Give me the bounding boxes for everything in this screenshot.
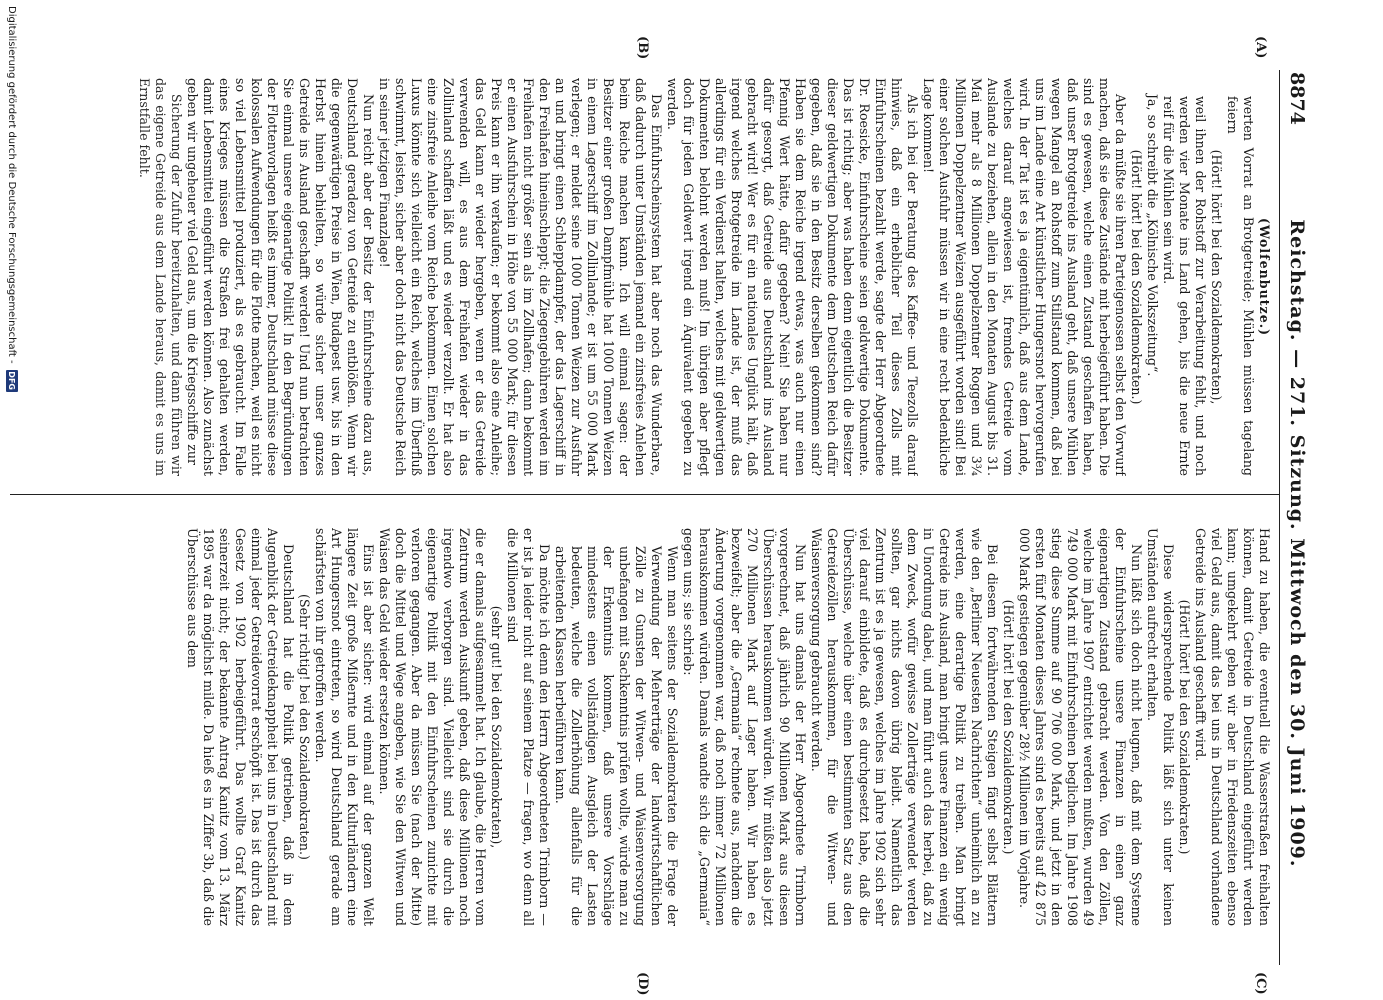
paragraph: Nun hat uns damals der Herr Abgeordnete Trimborn vorgerechnet, daß jährlich 90 Millionen Mark aus diesen Überschüssen herauskommen würden. Wir müßten also jetzt 270 Millionen Mark auf Lager haben. Wir haben es bezweifelt; aber die „Germania“ rechnete aus, nachdem die Änderung vorgenommen war, daß noch immer 72 Millionen herauskommen würden. Damals wandte sich die „Germania“ gegen uns; sie schrieb: — [681, 528, 808, 926]
digitization-credit: Digitalisierung gefördert durch die Deutsche Forschungsgemeinschaft - — [6, 6, 18, 364]
interjection: (sehr gut! bei den Sozialdemokraten), — [489, 605, 504, 849]
paragraph: Diese widersprechende Politik läßt sich unter keinen Umständen aufrecht erhalten. — [1145, 528, 1176, 926]
header-rule — [1279, 70, 1280, 965]
paragraph: die er damals aufgesammelt hat. Ich glaube, die Herren vom Zentrum werden Auskunft geben, daß diese Millionen noch irgendwo verborgen sind. Vielleicht sind sie durch die eigenartige Politik mit den Einfuhrscheinen zunichte mit verloren gegangen. Aber da müssen Sie (nach der Mitte) doch die Mittel und Wege angeben, wie Sie den Witwen und Waisen das Geld wieder ersetzen können. — [377, 528, 488, 926]
margin-mark-b: (B) — [635, 36, 650, 60]
digitization-footer — [0, 0, 24, 1000]
header-title: Reichstag. — 271. Sitzung. Mittwoch den 30. Juni 1909. — [1286, 219, 1308, 868]
speaker-name: (Wolfenbutze.) — [1257, 217, 1272, 337]
paragraph: Eins ist aber sicher: wird einmal auf der ganzen Welt längere Zeit große Mißernte und in den Kulturländern eine Art Hungersnot eintreten, so wird Deutschland gerade am schärfsten von ihr getroffen werden. — [313, 528, 376, 926]
interjection: (Sehr richtig! bei den Sozialdemokraten.) — [297, 594, 312, 860]
paragraph: Als ich bei der Beratung des Kaffee- und Teezolls darauf hinwies, daß ein erheblicher Teil dieses Zolls mit Einfuhrscheinen bezahlt werde, sagte der Herr Abgeordnete Dr. Roesicke, Einfuhrscheine seien geldwertige Dokumente. Das ist richtig; aber was haben denn eigentlich die Besitzer dieser geldwertigen Dokumente dem Deutschen Reich dafür gegeben, daß sie in den Besitz derselben gekommen sind? Haben sie dem Reiche irgend etwas, was auch nur einen Pfennig Wert hätte, dafür gegeben? Nein! Sie haben nur dafür gesorgt, daß Getreide aus Deutschland ins Ausland gebracht wird! Wer es für ein nationales Unglück hält, daß irgend welches Brotgetreide im Lande ist, der muß das allerdings für ein Verdienst halten, welches mit geldwertigen Dokumenten belohnt werden muß! Im übrigen aber pflegt doch für jeden Geldwert irgend ein Äquivalent gegeben zu werden. — [665, 78, 920, 476]
paragraph: Deutschland hat die Politik getrieben, daß in dem Augenblick der Getreideknappheit bei uns in Deutschland mit einmal jeder Getreidevorrat erschöpft ist. Das ist durch das Gesetz von 1902 herbeigeführt. Das wollte Graf Kanitz seinerzeit nicht; der bekannte Antrag Kanitz vom 13. März 1895 war da möglichst milde. Da hieß es in Ziffer 3b, daß die Überschüsse aus dem — [185, 528, 296, 926]
paragraph: Nun reicht aber der Besitz der Einfuhrscheine dazu aus, Deutschland geradezu von Getreide zu entblößen. Wenn wir die gegenwärtigen Preise in Wien, Budapest usw. bis in den Herbst hinein behielten, so würde sicher unser ganzes Getreide ins Ausland geschafft werden! Und nun betrachten Sie einmal unsere eigenartige Politik! In den Begründungen der Flottenvorlagen heißt es immer, Deutschland müsse diese kolossalen Aufwendungen für die Flotte machen, weil es nicht so viel Lebensmittel produziert, als es gebraucht. Im Falle eines Krieges müssen die Straßen frei gehalten werden, damit Lebensmittel eingeführt werden können. Also zunächst geben wir ungeheuer viel Geld aus, um die Kriegsschiffe zur — [185, 78, 376, 476]
left-column — [10, 78, 1272, 476]
paragraph: Bei diesem fortwährenden Steigen fängt selbst Blättern wie den „Berliner Neuesten Nachrichten“ unheimlich an zu werden, eine derartige Politik zu treiben. Man bringt Getreide ins Ausland, man bringt unsere Finanzen ein wenig in Unordnung dabei, und man führt auch das herbei, daß zu dem Zweck, wofür gewisse Zollerträge verwendet werden sollten, gar nichts davon übrig bleibt. Namentlich das Zentrum ist es ja gewesen, welches im Jahre 1902 sich sehr viel darauf einbildete, daß es durchgesetzt habe, daß die Überschüsse, welche über einen bestimmten Satz aus den Getreidezöllen herauskommen, für die Witwen- und Waisenversorgung gebraucht werden. — [809, 528, 1000, 926]
page-header — [1282, 72, 1312, 962]
paragraph: Sicherung der Zufuhr bereitzuhalten, und dann führen wir das eigene Getreide aus dem Lande heraus, damit es uns im Ernstfalle fehlt. — [137, 78, 184, 476]
quotation: Wenn man seitens der Sozialdemokraten die Frage der Verwendung der Mehrerträge der landwirtschaftlichen Zölle zu Gunsten der Witwen- und Waisenversorgung unbefangen mit Sachkenntnis prüfen wollte, würde man zu der Erkenntnis kommen, daß unsere Vorschläge mindestens einen vollständigen Ausgleich der Lasten bedeuten, welche die Zollerhöhung allenfalls für die arbeitenden Klassen herbeiführen kann. — [553, 546, 680, 926]
margin-mark-a: (A) — [1253, 36, 1268, 59]
interjection: (Hört! hört! bei den Sozialdemokraten.) — [1129, 149, 1144, 405]
paragraph: Ja, so schreibt die „Kölnische Volkszeitung“. — [1145, 94, 1160, 377]
interjection: (Hört! hört! bei den Sozialdemokraten.) — [1001, 599, 1016, 855]
paragraph: werten Vorrat an Brotgetreide; Mühlen müssen tagelang feiern — [1225, 96, 1256, 476]
paragraph: Das Einfuhrscheinsystem hat aber noch das Wunderbare, daß dadurch unter Umständen jemand ein zinsfreies Anlehen beim Reiche machen kann. Ich will einmal sagen: der Besitzer einer großen Dampfmühle hat 1000 Tonnen Weizen in einem Lagerschiff im Zollinlande; er ist um 55 000 Mark verlegen; er meldet seine 1000 Tonnen Weizen zur Ausfuhr an und bringt einen Schleppdampfer, der das Lagerschiff in den Freihafen hineinschleppt; die Ziegengebühren werden im Freihafen nicht größer sein als im Zollhafen; dann bekommt er einen Ausfuhrschein in Höhe von 55 000 Mark; für diesen Preis kann er ihn verkaufen; er bekommt also eine Anleihe; das Geld kann er wieder hergeben, wenn er das Getreide verwenden will, es aus dem Freihafen wieder in das Zollinland schaffen läßt und es wieder verzollt. Er hat also eine zinsfreie Anleihe vom Reiche bekommen. Einen solchen Luxus könnte sich vielleicht ein Reich, welches im Überfluß schwimmt, leisten, sicher aber doch nicht das Deutsche Reich in seiner jetzigen Finanzlage! — [377, 78, 664, 476]
page-number: 8874 — [1286, 72, 1308, 125]
column-divider — [10, 494, 1280, 495]
paragraph: Aber da müßte sie ihren Parteigenossen selbst den Vorwurf machen, daß sie diese Zustände mit herbeigeführt haben. Die sind es gewesen, welche einen Zustand geschaffen haben, daß unser Brotgetreide ins Ausland geht, daß unsere Mühlen wegen Mangel an Rohstoff zum Stillstand kommen, daß bei uns im Lande eine Art künstlicher Hungersnot hervorgerufen wird. In der Tat ist es ja eigentümlich, daß aus dem Lande, welches darauf angewiesen ist, fremdes Getreide vom Auslande zu beziehen, allein in den Monaten August bis 31. Mai mehr als 8 Millionen Doppelzentner Roggen und 3¾ Millionen Doppelzentner Weizen ausgeführt worden sind! Bei einer solchen Ausfuhr müssen wir in eine recht bedenkliche Lage kommen! — [921, 78, 1128, 476]
paragraph: Nun läßt sich doch nicht leugnen, daß mit dem Systeme der Einfuhrscheine unsere Finanzen in einen ganz eigenartigen Zustand gebracht werden. Von den Zöllen, welche im Jahre 1907 entrichtet werden mußten, wurden 49 749 000 Mark mit Einfuhrscheinen beglichen. Im Jahre 1908 stieg diese Summe auf 90 706 000 Mark, und jetzt in den ersten fünf Monaten dieses Jahres sind es bereits auf 42 875 000 Mark gestiegen gegenüber 28½ Millionen im Vorjahre. — [1017, 528, 1144, 926]
dfg-logo-icon: DFG — [7, 371, 17, 390]
paragraph: weil ihnen der Rohstoff zur Verarbeitung fehlt, und noch werden vier Monate ins Land gehen, bis die neue Ernte reif für die Mühlen sein wird. — [1161, 96, 1208, 476]
margin-mark-c: (C) — [1253, 972, 1268, 995]
paragraph: Hand zu haben, die eventuell die Wasserstraßen freihalten können, damit Getreide in Deutschland eingeführt werden kann; umgekehrt geben wir aber in Friedenszeiten ebenso viel Geld aus, damit das bei uns in Deutschland vorhandene Getreide ins Ausland geschafft wird. — [1193, 528, 1272, 926]
interjection: (Hört! hört! bei den Sozialdemokraten), — [1209, 149, 1224, 405]
interjection: (Hört! hört! bei den Sozialdemokraten.) — [1177, 599, 1192, 855]
margin-mark-d: (D) — [635, 972, 650, 996]
paragraph: Da möchte ich denn den Herrn Abgeordneten Trimborn — er ist ja leider nicht auf seinem Platze — fragen, wo denn all die Millionen sind — [505, 528, 552, 926]
right-column — [10, 528, 1272, 926]
